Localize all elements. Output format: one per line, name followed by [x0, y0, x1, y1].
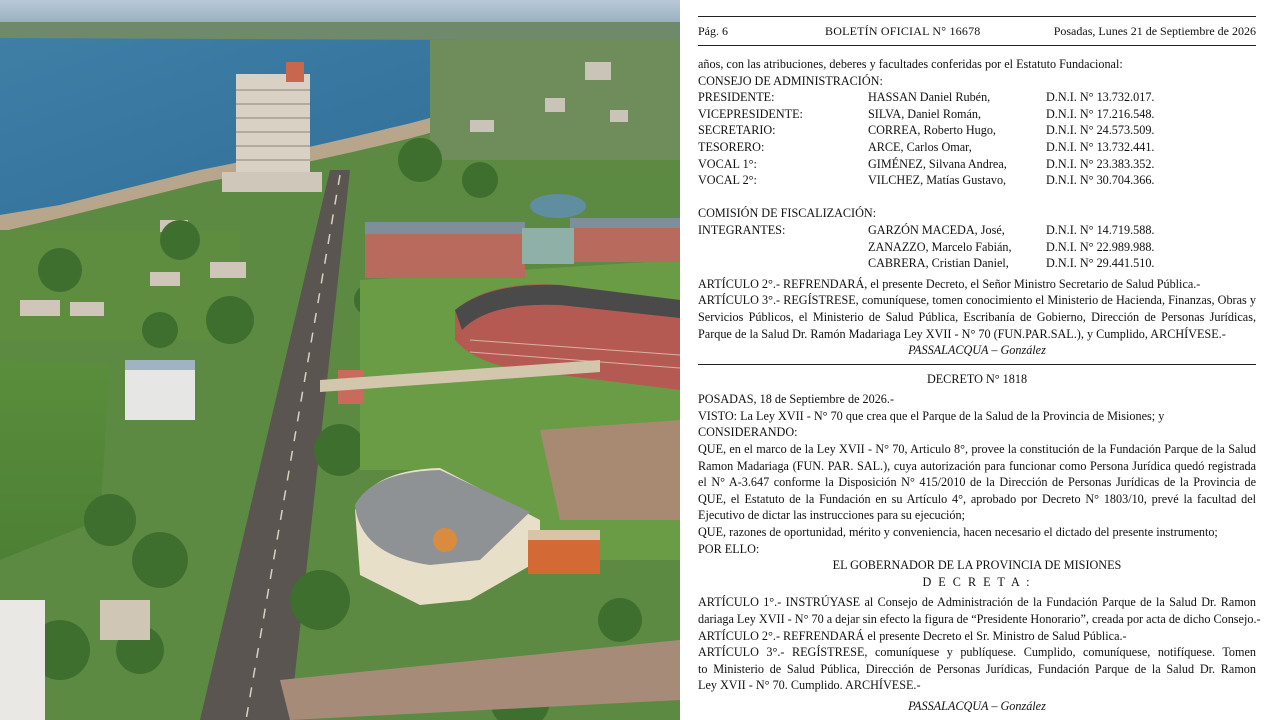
decree-que-line: Ramon Madariaga (FUN. PAR. SAL.), cuya autorización para funcionar como Persona Jurídica quedó registrada — [698, 458, 1256, 473]
council-row — [698, 156, 1256, 173]
bulletin-header — [698, 16, 1256, 46]
decree-considerando: CONSIDERANDO: — [698, 425, 798, 440]
fiscal-heading: COMISIÓN DE FISCALIZACIÓN: — [698, 206, 877, 221]
fiscal-row — [698, 222, 1256, 239]
decree-title: DECRETO N° 1818 — [926, 371, 1028, 386]
section-divider — [698, 364, 1256, 365]
fiscal-label: INTEGRANTES: — [698, 222, 786, 237]
council-row — [698, 106, 1256, 123]
decree-que-line: el N° A-3.647 conforme la Disposición N° 415/2010 de la Dirección de Personas Jurídicas de la Provincia de — [698, 475, 1256, 490]
decree-article-3-line: to Ministerio de Salud Pública, Dirección de Personas Jurídicas, Fundación Parque de la Salud Dr. Ramon — [698, 661, 1256, 676]
decree-place-date: POSADAS, 18 de Septiembre de 2026.- — [698, 392, 894, 407]
council-name: CORREA, Roberto Hugo, — [868, 123, 996, 138]
council-name: HASSAN Daniel Rubén, — [868, 90, 991, 105]
article-3-first-line: Servicios Públicos, el Ministerio de Salud Pública, Escribanía de Gobierno, Dirección de Personas Jurídicas, — [698, 309, 1256, 324]
official-bulletin-page — [680, 0, 1280, 720]
council-role: VOCAL 1°: — [698, 156, 757, 171]
council-dni: D.N.I. N° 24.573.509. — [1046, 123, 1155, 138]
fiscal-name: CABRERA, Cristian Daniel, — [868, 256, 1009, 271]
decree-que-line: QUE, en el marco de la Ley XVII - N° 70, Articulo 8°, provee la constitución de la Fundación Parque de la Salud — [698, 442, 1256, 457]
council-role: VOCAL 2°: — [698, 173, 757, 188]
council-role: PRESIDENTE: — [698, 90, 775, 105]
council-dni: D.N.I. N° 30.704.366. — [1046, 173, 1155, 188]
council-dni: D.N.I. N° 13.732.017. — [1046, 90, 1155, 105]
fiscal-name: ZANAZZO, Marcelo Fabián, — [868, 239, 1012, 254]
council-dni: D.N.I. N° 17.216.548. — [1046, 106, 1155, 121]
council-name: SILVA, Daniel Román, — [868, 106, 982, 121]
decree-que-line: QUE, razones de oportunidad, mérito y conveniencia, hacen necesario el dictado del presente instrumento; — [698, 525, 1218, 540]
decree-article-3-line: ARTÍCULO 3°.- REGÍSTRESE, comuníquese y publíquese. Cumplido, comuníquese, notifíquese. Tomen — [698, 645, 1256, 660]
decree-article-2: ARTÍCULO 2°.- REFRENDARÁ el presente Decreto el Sr. Ministro de Salud Pública.- — [698, 628, 1127, 643]
fiscal-name: GARZÓN MACEDA, José, — [868, 222, 1005, 237]
council-row — [698, 139, 1256, 156]
council-row — [698, 89, 1256, 106]
decree-governor: EL GOBERNADOR DE LA PROVINCIA DE MISIONES — [832, 558, 1122, 573]
article-3-first-line: ARTÍCULO 3°.- REGÍSTRESE, comuníquese, tomen conocimiento el Ministerio de Hacienda, Finanzas, Obras y — [698, 293, 1256, 308]
council-name: GIMÉNEZ, Silvana Andrea, — [868, 156, 1007, 171]
decree-por-ello: POR ELLO: — [698, 541, 760, 556]
tower-building — [222, 62, 322, 192]
decree-que-line: QUE, el Estatuto de la Fundación en su Artículo 4°, aprobado por Decreto N° 1803/10, prevé la facultad del — [698, 491, 1256, 506]
council-row — [698, 172, 1256, 189]
council-role: SECRETARIO: — [698, 123, 776, 138]
council-dni: D.N.I. N° 13.732.441. — [1046, 139, 1155, 154]
decree-article-1-line: ARTÍCULO 1°.- INSTRÚYASE al Consejo de Administración de la Fundación Parque de la Salud Dr. Ramon — [698, 595, 1256, 610]
article-3-first-line: Parque de la Salud Dr. Ramón Madariaga Ley XVII - N° 70 (FUN.PAR.SAL.), y Cumplido, ARCHÍVESE.- — [698, 326, 1226, 341]
article-2-first: ARTÍCULO 2°.- REFRENDARÁ, el presente Decreto, el Señor Ministro Secretario de Salud Pública.- — [698, 276, 1201, 291]
intro-line: años, con las atribuciones, deberes y facultades conferidas por el Estatuto Fundacional: — [698, 57, 1123, 71]
bulletin-date: Posadas, Lunes 21 de Septiembre de 2026 — [1053, 24, 1256, 38]
fiscal-dni: D.N.I. N° 29.441.510. — [1046, 256, 1155, 271]
decree-signature: PASSALACQUA – González — [908, 698, 1046, 713]
fiscal-dni: D.N.I. N° 14.719.588. — [1046, 222, 1155, 237]
fiscal-dni: D.N.I. N° 22.989.988. — [1046, 239, 1155, 254]
fiscal-row — [698, 239, 1256, 256]
decree-article-1-line: dariaga Ley XVII - N° 70 a dejar sin efecto la figura de “Presidente Honorario”, creada por acta de dicho Consejo.- — [698, 612, 1261, 626]
decree-que-line: Ejecutivo de dictar las instrucciones para su ejecución; — [698, 508, 966, 523]
fiscal-row — [698, 255, 1256, 272]
council-name: ARCE, Carlos Omar, — [868, 139, 972, 154]
council-role: TESORERO: — [698, 139, 765, 154]
bulletin-body — [698, 56, 1261, 715]
council-row — [698, 122, 1256, 139]
decree-visto: VISTO: La Ley XVII - N° 70 que crea que el Parque de la Salud de la Provincia de Misiones; y — [698, 408, 1165, 423]
decree-decreta: D E C R E T A : — [922, 574, 1032, 589]
bulletin-title: BOLETÍN OFICIAL N° 16678 — [825, 24, 981, 38]
council-name: VILCHEZ, Matías Gustavo, — [868, 173, 1007, 188]
decree-article-3-line: Ley XVII - N° 70. Cumplido. ARCHÍVESE.- — [698, 678, 921, 693]
page-number: Pág. 6 — [698, 24, 728, 38]
council-dni: D.N.I. N° 23.383.352. — [1046, 156, 1155, 171]
council-heading: CONSEJO DE ADMINISTRACIÓN: — [698, 73, 883, 88]
signature-first: PASSALACQUA – González — [908, 343, 1046, 358]
council-role: VICEPRESIDENTE: — [698, 106, 803, 121]
